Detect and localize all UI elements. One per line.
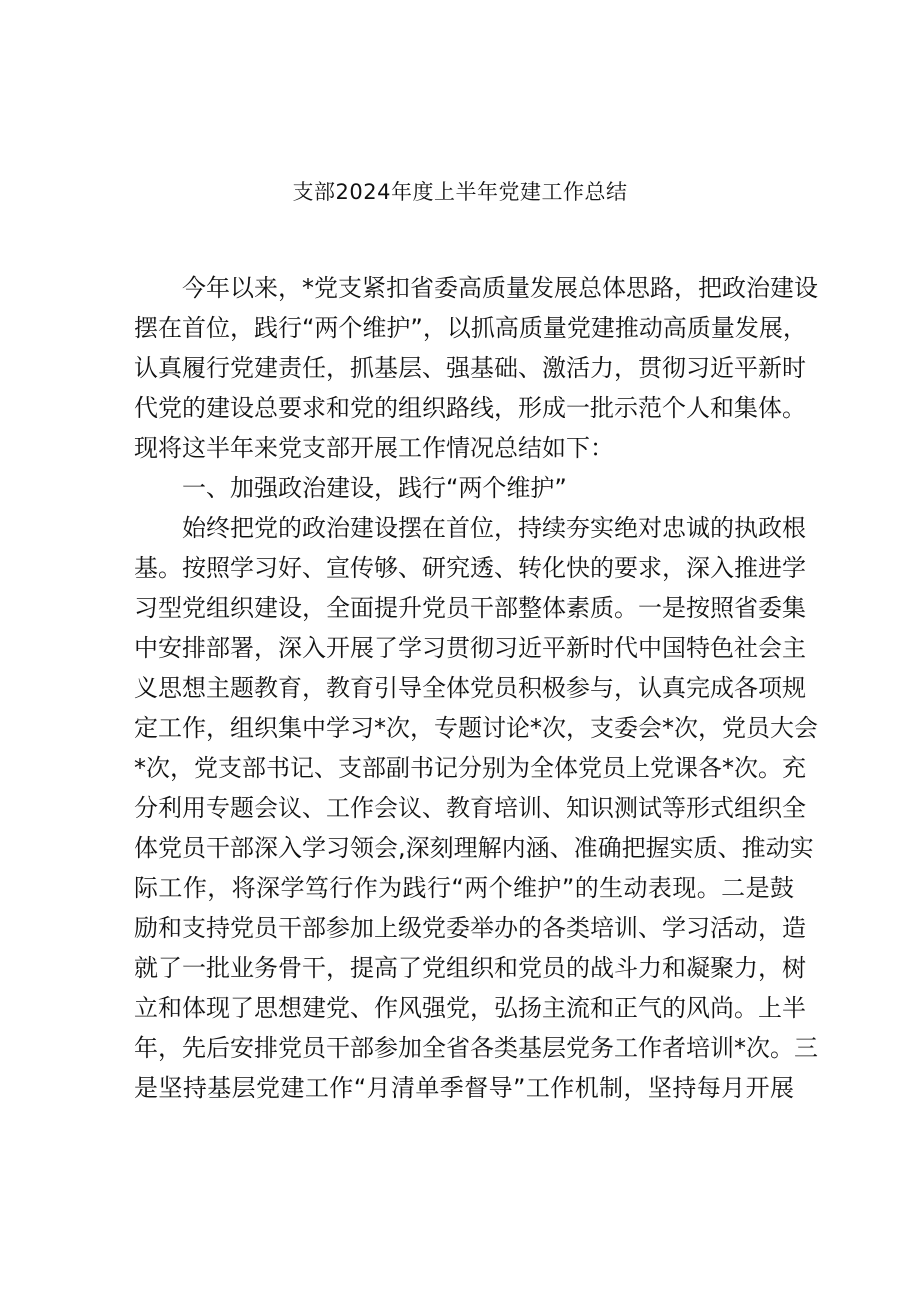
- body-line: 立和体现了思想建党、作风强党，弘扬主流和正气的风尚。上半: [134, 994, 806, 1022]
- body-line: 分利用专题会议、工作会议、教育培训、知识测试等形式组织全: [134, 794, 806, 822]
- body-line: 年，先后安排党员干部参加全省各类基层党务工作者培训*次。三: [134, 1034, 818, 1062]
- body-line: 就了一批业务骨干，提高了党组织和党员的战斗力和凝聚力，树: [134, 954, 806, 982]
- section-heading: 一、加强政治建设，践行“两个维护”: [182, 474, 567, 502]
- body-line: 基。按照学习好、宣传够、研究透、转化快的要求，深入推进学: [134, 554, 806, 582]
- body-line: 始终把党的政治建设摆在首位，持续夯实绝对忠诚的执政根: [182, 514, 806, 542]
- body-line: 定工作，组织集中学习*次，专题讨论*次，支委会*次，党员大会: [134, 714, 818, 742]
- body-line: 习型党组织建设，全面提升党员干部整体素质。一是按照省委集: [134, 594, 806, 622]
- body-line: 中安排部署，深入开展了学习贯彻习近平新时代中国特色社会主: [134, 634, 806, 662]
- body-line: 是坚持基层党建工作“月清单季督导”工作机制，坚持每月开展: [134, 1074, 794, 1102]
- body-line: *次，党支部书记、支部副书记分别为全体党员上党课各*次。充: [134, 754, 806, 782]
- body-line: 今年以来，*党支紧扣省委高质量发展总体思路，把政治建设: [182, 274, 818, 302]
- body-line: 义思想主题教育，教育引导全体党员积极参与，认真完成各项规: [134, 674, 806, 702]
- body-line: 认真履行党建责任，抓基层、强基础、激活力，贯彻习近平新时: [134, 354, 806, 382]
- body-line: 摆在首位，践行“两个维护”，以抓高质量党建推动高质量发展，: [134, 314, 807, 342]
- document-body: [134, 268, 818, 1108]
- body-line: 体党员干部深入学习领会,深刻理解内涵、准确把握实质、推动实: [134, 834, 814, 862]
- body-line: 现将这半年来党支部开展工作情况总结如下：: [134, 434, 614, 462]
- body-line: 际工作，将深学笃行作为践行“两个维护”的生动表现。二是鼓: [134, 874, 794, 902]
- body-line: 代党的建设总要求和党的组织路线，形成一批示范个人和集体。: [134, 394, 806, 422]
- document-title: 支部2024年度上半年党建工作总结: [292, 180, 628, 204]
- body-line: 励和支持党员干部参加上级党委举办的各类培训、学习活动，造: [134, 914, 806, 942]
